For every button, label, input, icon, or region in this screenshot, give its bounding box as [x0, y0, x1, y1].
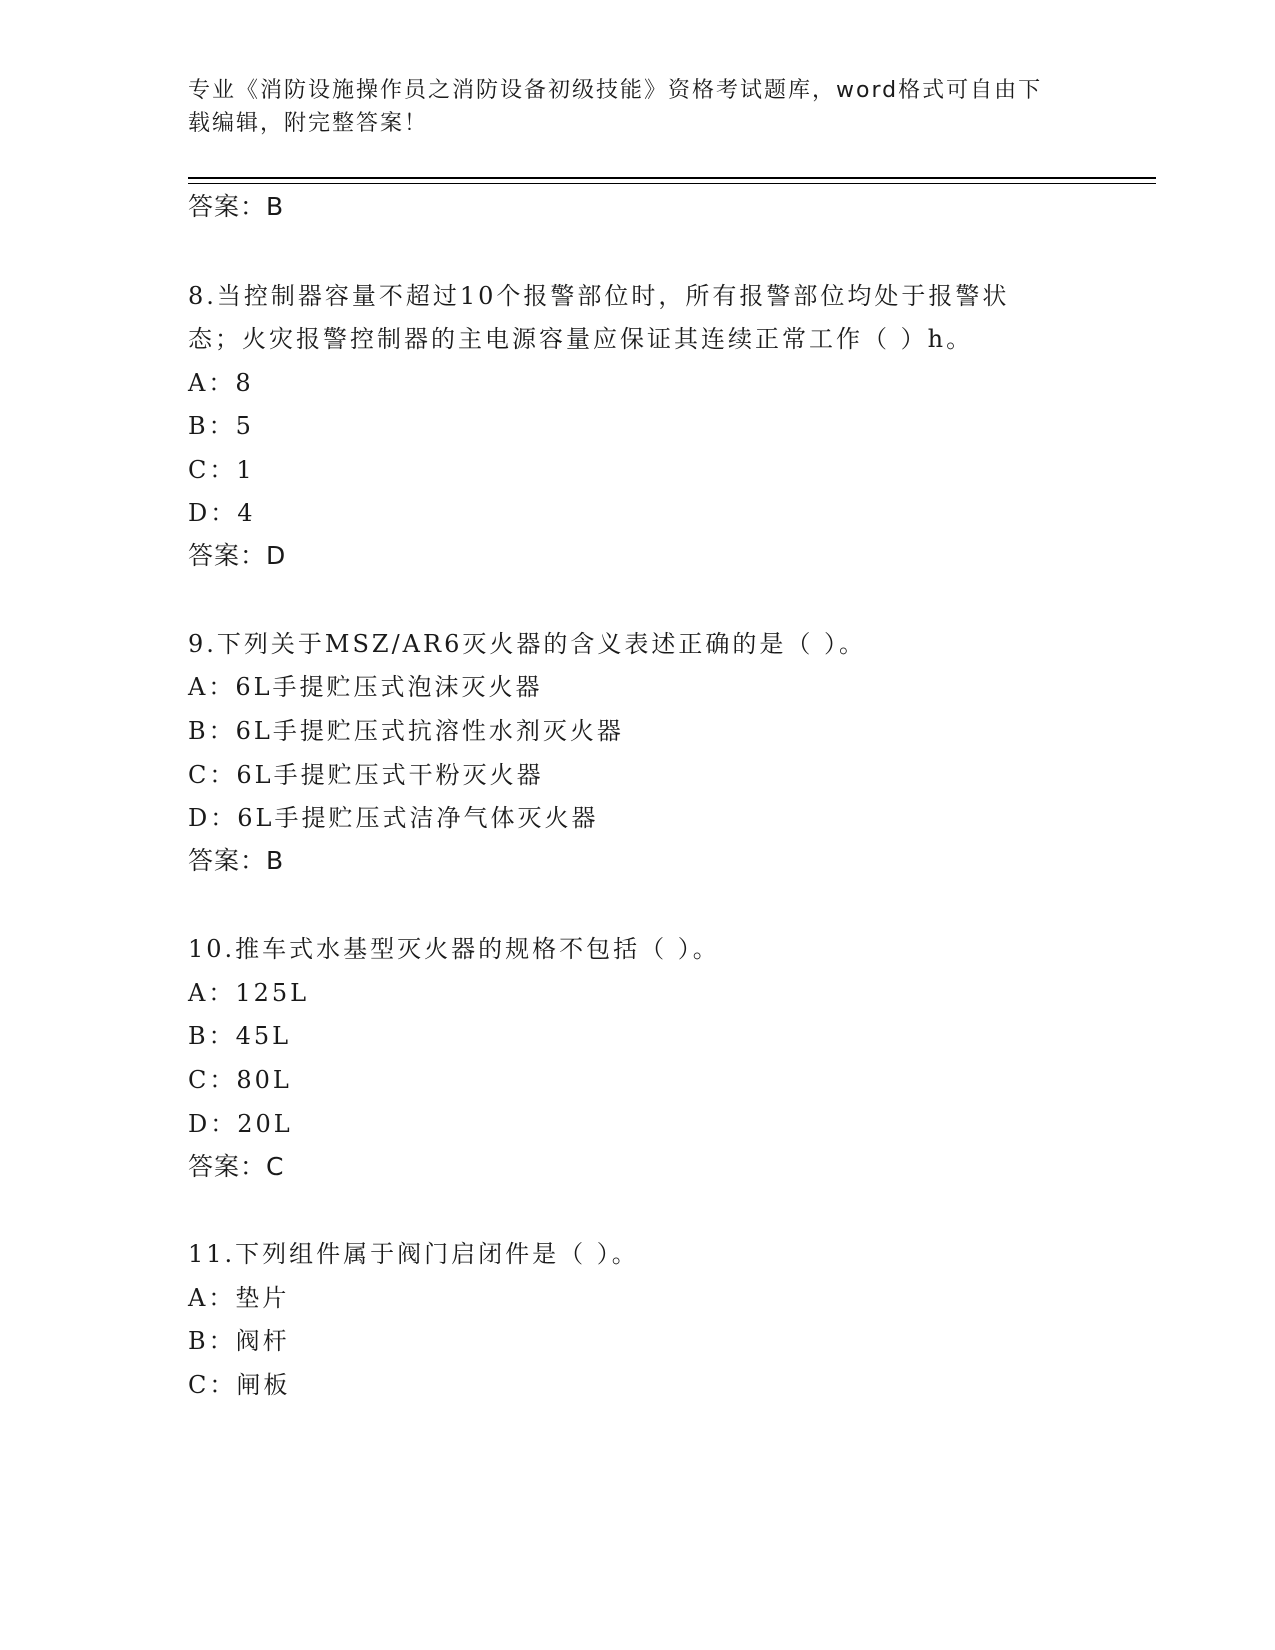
document-header	[188, 74, 1088, 140]
header-divider-thin	[188, 183, 1156, 184]
question-11-stem: 11.下列组件属于阀门启闭件是（ ）。	[188, 1240, 639, 1268]
question-8-stem-line-1: 8.当控制器容量不超过10个报警部位时，所有报警部位均处于报警状	[188, 282, 1010, 310]
header-divider-thick	[188, 177, 1156, 179]
question-9-option-d: D：6L手提贮压式洁净气体灭火器	[188, 804, 599, 832]
question-10-option-d: D：20L	[188, 1110, 293, 1138]
question-10-answer: 答案：C	[188, 1152, 285, 1181]
header-line-2: 载编辑，附完整答案！	[188, 111, 429, 136]
question-11-option-c: C：闸板	[188, 1371, 291, 1399]
question-8-stem-line-2: 态；火灾报警控制器的主电源容量应保证其连续正常工作（ ）h。	[188, 325, 974, 353]
question-8-answer: 答案：D	[188, 541, 287, 570]
question-10-stem: 10.推车式水基型灭火器的规格不包括（ ）。	[188, 935, 720, 963]
question-10-option-b: B：45L	[188, 1022, 292, 1050]
header-line-1: 专业《消防设施操作员之消防设备初级技能》资格考试题库，word格式可自由下	[188, 78, 1043, 103]
question-8-option-b: B：5	[188, 412, 254, 440]
question-8-option-a: A：8	[188, 369, 254, 397]
previous-answer: 答案：B	[188, 192, 285, 221]
question-10-option-a: A：125L	[188, 979, 310, 1007]
question-9-option-c: C：6L手提贮压式干粉灭火器	[188, 761, 544, 789]
question-8-option-d: D：4	[188, 499, 256, 527]
question-9-option-b: B：6L手提贮压式抗溶性水剂灭火器	[188, 717, 624, 745]
question-9-answer: 答案：B	[188, 846, 285, 875]
question-9-option-a: A：6L手提贮压式泡沫灭火器	[188, 673, 543, 701]
question-10-option-c: C：80L	[188, 1066, 292, 1094]
question-11-option-b: B：阀杆	[188, 1327, 290, 1355]
question-8-option-c: C：1	[188, 456, 255, 484]
question-9-stem: 9.下列关于MSZ/AR6灭火器的含义表述正确的是（ ）。	[188, 630, 866, 658]
question-11-option-a: A：垫片	[188, 1284, 290, 1312]
